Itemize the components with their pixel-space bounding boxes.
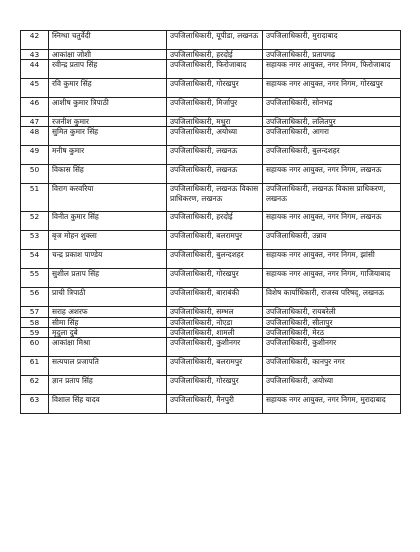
table-row bbox=[21, 79, 401, 98]
officer-name-cell: चन्द्र प्रकाश पाण्डेय bbox=[49, 250, 167, 269]
new-posting-cell: सहायक नगर आयुक्त, नगर निगम, फिरोजाबाद bbox=[263, 60, 401, 79]
new-posting-cell: उपजिलाधिकारी, मेरठ bbox=[263, 327, 401, 337]
table-row bbox=[21, 184, 401, 212]
new-posting-cell: सहायक नगर आयुक्त, नगर निगम, लखनऊ bbox=[263, 212, 401, 231]
current-posting-cell: उपजिलाधिकारी, मैनपुरी bbox=[167, 395, 263, 414]
new-posting-cell: सहायक नगर आयुक्त, नगर निगम, लखनऊ bbox=[263, 165, 401, 184]
current-posting-cell: उपजिलाधिकारी, मथुरा bbox=[167, 117, 263, 127]
serial-number-cell: 60 bbox=[21, 338, 49, 357]
serial-number-cell: 42 bbox=[21, 31, 49, 50]
serial-number-cell: 50 bbox=[21, 165, 49, 184]
officer-name-cell: विकास सिंह bbox=[49, 165, 167, 184]
officer-name-cell: रवि कुमार सिंह bbox=[49, 79, 167, 98]
new-posting-cell: सहायक नगर आयुक्त, नगर निगम, गाजियाबाद bbox=[263, 269, 401, 288]
officer-name-cell: सत्यपाल प्रजापति bbox=[49, 357, 167, 376]
officer-name-cell: रवीन्द्र प्रताप सिंह bbox=[49, 60, 167, 79]
table-row bbox=[21, 165, 401, 184]
current-posting-cell: उपजिलाधिकारी, मिर्जापुर bbox=[167, 98, 263, 117]
table-row bbox=[21, 127, 401, 146]
serial-number-cell: 56 bbox=[21, 288, 49, 307]
table-row bbox=[21, 212, 401, 231]
officer-name-cell: मनीष कुमार bbox=[49, 146, 167, 165]
serial-number-cell: 61 bbox=[21, 357, 49, 376]
new-posting-cell: उपजिलाधिकारी, आगरा bbox=[263, 127, 401, 146]
officer-name-cell: सुशील प्रताप सिंह bbox=[49, 269, 167, 288]
officer-name-cell: ज्ञान प्रताप सिंह bbox=[49, 376, 167, 395]
officer-name-cell: आशीष कुमार त्रिपाठी bbox=[49, 98, 167, 117]
table-row bbox=[21, 60, 401, 79]
new-posting-cell: उपजिलाधिकारी, प्रतापगढ़ bbox=[263, 50, 401, 60]
new-posting-cell: विशेष कार्याधिकारी, राजस्व परिषद्, लखनऊ bbox=[263, 288, 401, 307]
current-posting-cell: उपजिलाधिकारी, गोरखपुर bbox=[167, 376, 263, 395]
table-row bbox=[21, 50, 401, 60]
current-posting-cell: उपजिलाधिकारी, गोरखपुर bbox=[167, 269, 263, 288]
new-posting-cell: उपजिलाधिकारी, कुशीनगर bbox=[263, 338, 401, 357]
officer-name-cell: विनीत कुमार सिंह bbox=[49, 212, 167, 231]
new-posting-cell: उपजिलाधिकारी, उन्नाव bbox=[263, 231, 401, 250]
table-row bbox=[21, 317, 401, 327]
current-posting-cell: उपजिलाधिकारी, कुशीनगर bbox=[167, 338, 263, 357]
officer-name-cell: विशाल सिंह यादव bbox=[49, 395, 167, 414]
serial-number-cell: 46 bbox=[21, 98, 49, 117]
new-posting-cell: सहायक नगर आयुक्त, नगर निगम, झांसी bbox=[263, 250, 401, 269]
officer-name-cell: विराग करवरिया bbox=[49, 184, 167, 212]
new-posting-cell: उपजिलाधिकारी, लखनऊ विकास प्राधिकरण, लखनऊ bbox=[263, 184, 401, 212]
officer-name-cell: स्निग्धा चतुर्वेदी bbox=[49, 31, 167, 50]
current-posting-cell: उपजिलाधिकारी, हरदोई bbox=[167, 212, 263, 231]
new-posting-cell: सहायक नगर आयुक्त, नगर निगम, गोरखपुर bbox=[263, 79, 401, 98]
serial-number-cell: 54 bbox=[21, 250, 49, 269]
table-row bbox=[21, 98, 401, 117]
table-row bbox=[21, 269, 401, 288]
current-posting-cell: उपजिलाधिकारी, शामली bbox=[167, 327, 263, 337]
new-posting-cell: उपजिलाधिकारी, रायबरेली bbox=[263, 307, 401, 317]
serial-number-cell: 43 bbox=[21, 50, 49, 60]
officer-name-cell: सीमा सिंह bbox=[49, 317, 167, 327]
table-row bbox=[21, 327, 401, 337]
serial-number-cell: 59 bbox=[21, 327, 49, 337]
officer-name-cell: रजनीश कुमार bbox=[49, 117, 167, 127]
table-row bbox=[21, 146, 401, 165]
new-posting-cell: उपजिलाधिकारी, ललितपुर bbox=[263, 117, 401, 127]
serial-number-cell: 48 bbox=[21, 127, 49, 146]
new-posting-cell: उपजिलाधिकारी, अयोध्या bbox=[263, 376, 401, 395]
current-posting-cell: उपजिलाधिकारी, लखनऊ bbox=[167, 165, 263, 184]
officer-name-cell: आकांक्षा जोशी bbox=[49, 50, 167, 60]
table-row bbox=[21, 395, 401, 414]
new-posting-cell: उपजिलाधिकारी, बुलन्दशहर bbox=[263, 146, 401, 165]
table-row bbox=[21, 117, 401, 127]
current-posting-cell: उपजिलाधिकारी, लखनऊ bbox=[167, 146, 263, 165]
table-row bbox=[21, 31, 401, 50]
new-posting-cell: उपजिलाधिकारी, सोनभद्र bbox=[263, 98, 401, 117]
transfer-table-body bbox=[21, 31, 401, 414]
table-row bbox=[21, 250, 401, 269]
current-posting-cell: उपजिलाधिकारी, यूपीडा, लखनऊ bbox=[167, 31, 263, 50]
table-row bbox=[21, 357, 401, 376]
serial-number-cell: 55 bbox=[21, 269, 49, 288]
table-row bbox=[21, 376, 401, 395]
officer-name-cell: बृज मोहन शुक्ला bbox=[49, 231, 167, 250]
serial-number-cell: 44 bbox=[21, 60, 49, 79]
officer-name-cell: मृदुला दुबे bbox=[49, 327, 167, 337]
serial-number-cell: 51 bbox=[21, 184, 49, 212]
serial-number-cell: 53 bbox=[21, 231, 49, 250]
new-posting-cell: उपजिलाधिकारी, कानपुर नगर bbox=[263, 357, 401, 376]
table-row bbox=[21, 288, 401, 307]
current-posting-cell: उपजिलाधिकारी, बलरामपुर bbox=[167, 357, 263, 376]
officer-name-cell: सराह अशरफ bbox=[49, 307, 167, 317]
table-row bbox=[21, 338, 401, 357]
current-posting-cell: उपजिलाधिकारी, गोरखपुर bbox=[167, 79, 263, 98]
current-posting-cell: उपजिलाधिकारी, हरदोई bbox=[167, 50, 263, 60]
table-row bbox=[21, 307, 401, 317]
serial-number-cell: 52 bbox=[21, 212, 49, 231]
new-posting-cell: सहायक नगर आयुक्त, नगर निगम, मुरादाबाद bbox=[263, 395, 401, 414]
new-posting-cell: उपजिलाधिकारी, मुरादाबाद bbox=[263, 31, 401, 50]
officer-name-cell: प्राची त्रिपाठी bbox=[49, 288, 167, 307]
current-posting-cell: उपजिलाधिकारी, बलरामपुर bbox=[167, 231, 263, 250]
current-posting-cell: उपजिलाधिकारी, फिरोजाबाद bbox=[167, 60, 263, 79]
transfer-table bbox=[20, 30, 401, 414]
new-posting-cell: उपजिलाधिकारी, सीतापुर bbox=[263, 317, 401, 327]
current-posting-cell: उपजिलाधिकारी, बाराबंकी bbox=[167, 288, 263, 307]
serial-number-cell: 47 bbox=[21, 117, 49, 127]
serial-number-cell: 45 bbox=[21, 79, 49, 98]
current-posting-cell: उपजिलाधिकारी, अयोध्या bbox=[167, 127, 263, 146]
officer-name-cell: आकांक्षा मिश्रा bbox=[49, 338, 167, 357]
serial-number-cell: 62 bbox=[21, 376, 49, 395]
serial-number-cell: 58 bbox=[21, 317, 49, 327]
current-posting-cell: उपजिलाधिकारी, नोएडा bbox=[167, 317, 263, 327]
serial-number-cell: 57 bbox=[21, 307, 49, 317]
table-row bbox=[21, 231, 401, 250]
officer-name-cell: सुमित कुमार सिंह bbox=[49, 127, 167, 146]
current-posting-cell: उपजिलाधिकारी, बुलन्दशहर bbox=[167, 250, 263, 269]
current-posting-cell: उपजिलाधिकारी, सम्भल bbox=[167, 307, 263, 317]
serial-number-cell: 63 bbox=[21, 395, 49, 414]
serial-number-cell: 49 bbox=[21, 146, 49, 165]
current-posting-cell: उपजिलाधिकारी, लखनऊ विकास प्राधिकरण, लखनऊ bbox=[167, 184, 263, 212]
